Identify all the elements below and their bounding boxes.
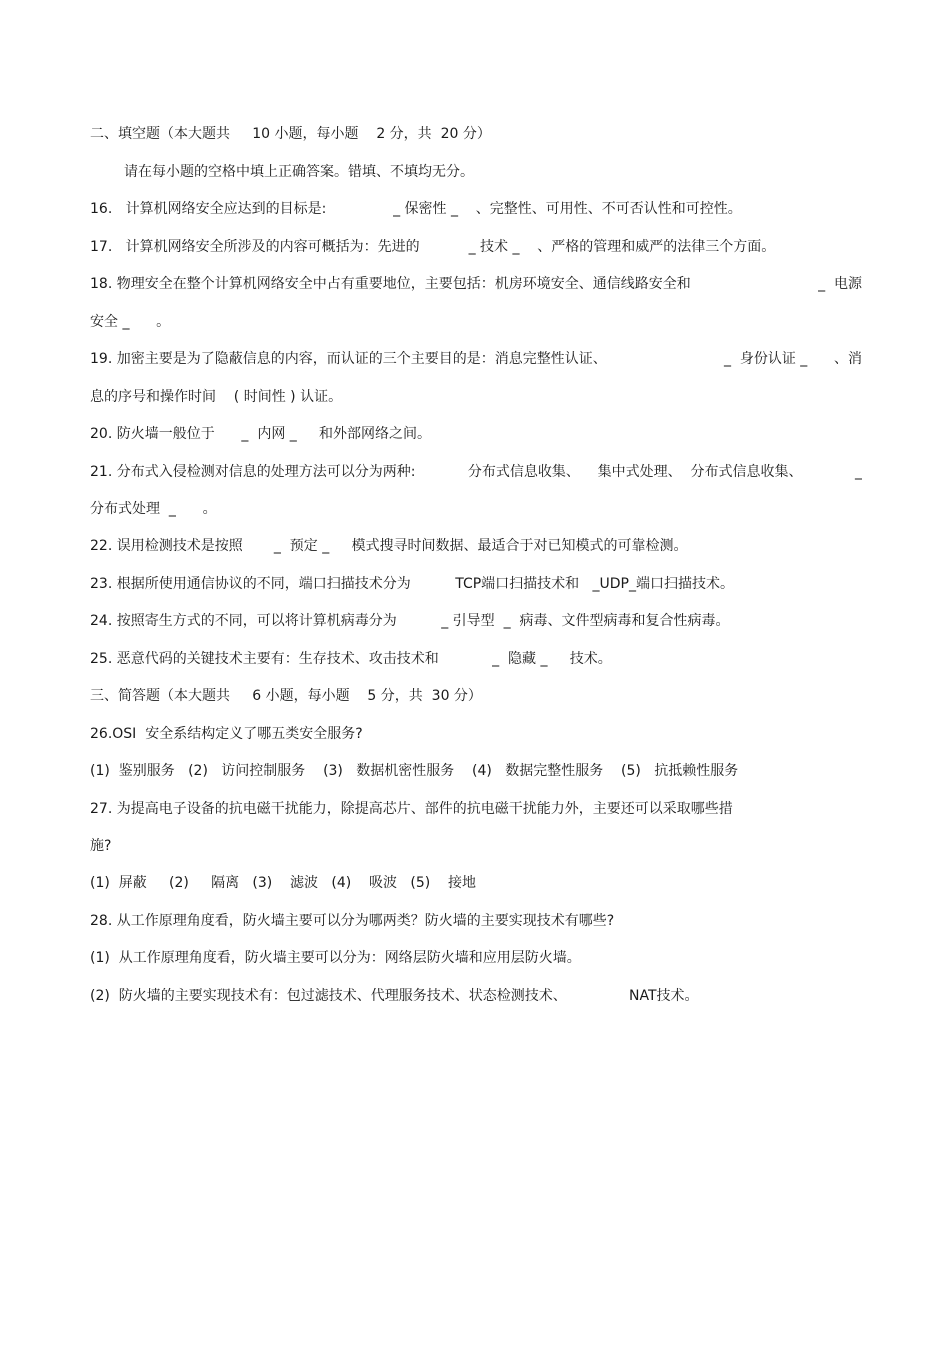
question-27-answer: (1) 屏蔽 (2) 隔离 (3) 滤波 (4) 吸波 (5) 接地 bbox=[90, 875, 477, 891]
question-26-answer: (1) 鉴别服务 (2) 访问控制服务 (3) 数据机密性服务 (4) 数据完整性服务 (5) 抗抵赖性服务 bbox=[90, 763, 739, 779]
question-19-line2: 息的序号和操作时间 ( 时间性 ) 认证。 bbox=[90, 389, 343, 405]
question-28-answer-2: (2) 防火墙的主要实现技术有：包过滤技术、代理服务技术、状态检测技术、 NAT技术。 bbox=[90, 988, 699, 1004]
question-21-blank: _ bbox=[854, 464, 862, 480]
question-24: 24. 按照寄生方式的不同，可以将计算机病毒分为 _ 引导型 _ 病毒、文件型病毒和复合性病毒。 bbox=[90, 613, 730, 629]
section2-instruction: 请在每小题的空格中填上正确答案。错填、不填均无分。 bbox=[124, 164, 474, 180]
question-21-line2: 分布式处理 _ 。 bbox=[90, 501, 217, 517]
question-23: 23. 根据所使用通信协议的不同，端口扫描技术分为 TCP端口扫描技术和 _UDP_端口扫描技术。 bbox=[90, 576, 734, 592]
question-28-answer-1: (1) 从工作原理角度看，防火墙主要可以分为：网络层防火墙和应用层防火墙。 bbox=[90, 950, 581, 966]
question-20: 20. 防火墙一般位于 _ 内网 _ 和外部网络之间。 bbox=[90, 426, 432, 442]
question-26: 26.OSI 安全系结构定义了哪五类安全服务? bbox=[90, 726, 363, 742]
question-19-blank: _ 身份认证 _ 、消 bbox=[723, 351, 862, 367]
question-19-line1 bbox=[90, 348, 862, 370]
question-18-text: 18. 物理安全在整个计算机网络安全中占有重要地位，主要包括：机房环境安全、通信线路安全和 bbox=[90, 276, 691, 292]
question-19-text: 19. 加密主要是为了隐蔽信息的内容，而认证的三个主要目的是：消息完整性认证、 bbox=[90, 351, 607, 367]
question-25: 25. 恶意代码的关键技术主要有：生存技术、攻击技术和 _ 隐藏 _ 技术。 bbox=[90, 651, 612, 667]
question-28: 28. 从工作原理角度看，防火墙主要可以分为哪两类？防火墙的主要实现技术有哪些? bbox=[90, 913, 615, 929]
question-27-line1: 27. 为提高电子设备的抗电磁干扰能力，除提高芯片、部件的抗电磁干扰能力外，主要还可以采取哪些措 bbox=[90, 801, 733, 817]
question-27-line2: 施? bbox=[90, 838, 112, 854]
question-21-answers: 分布式信息收集、 集中式处理、 分布式信息收集、 bbox=[467, 464, 803, 480]
section2-heading: 二、填空题（本大题共 10 小题，每小题 2 分，共 20 分） bbox=[90, 126, 491, 142]
question-18-blank: _ 电源 bbox=[818, 276, 862, 292]
section3-heading: 三、简答题（本大题共 6 小题，每小题 5 分，共 30 分） bbox=[90, 688, 482, 704]
question-18-line2: 安全 _ 。 bbox=[90, 314, 171, 330]
question-18-line1 bbox=[90, 273, 862, 295]
question-21-text: 21. 分布式入侵检测对信息的处理方法可以分为两种: bbox=[90, 464, 416, 480]
question-17: 17. 计算机网络安全所涉及的内容可概括为：先进的 _ 技术 _ 、严格的管理和威严的法律三个方面。 bbox=[90, 239, 776, 255]
question-21-line1 bbox=[90, 461, 862, 483]
question-22: 22. 误用检测技术是按照 _ 预定 _ 模式搜寻时间数据、最适合于对已知模式的可靠检测。 bbox=[90, 538, 688, 554]
question-16: 16. 计算机网络安全应达到的目标是: _ 保密性 _ 、完整性、可用性、不可否认性和可控性。 bbox=[90, 201, 742, 217]
